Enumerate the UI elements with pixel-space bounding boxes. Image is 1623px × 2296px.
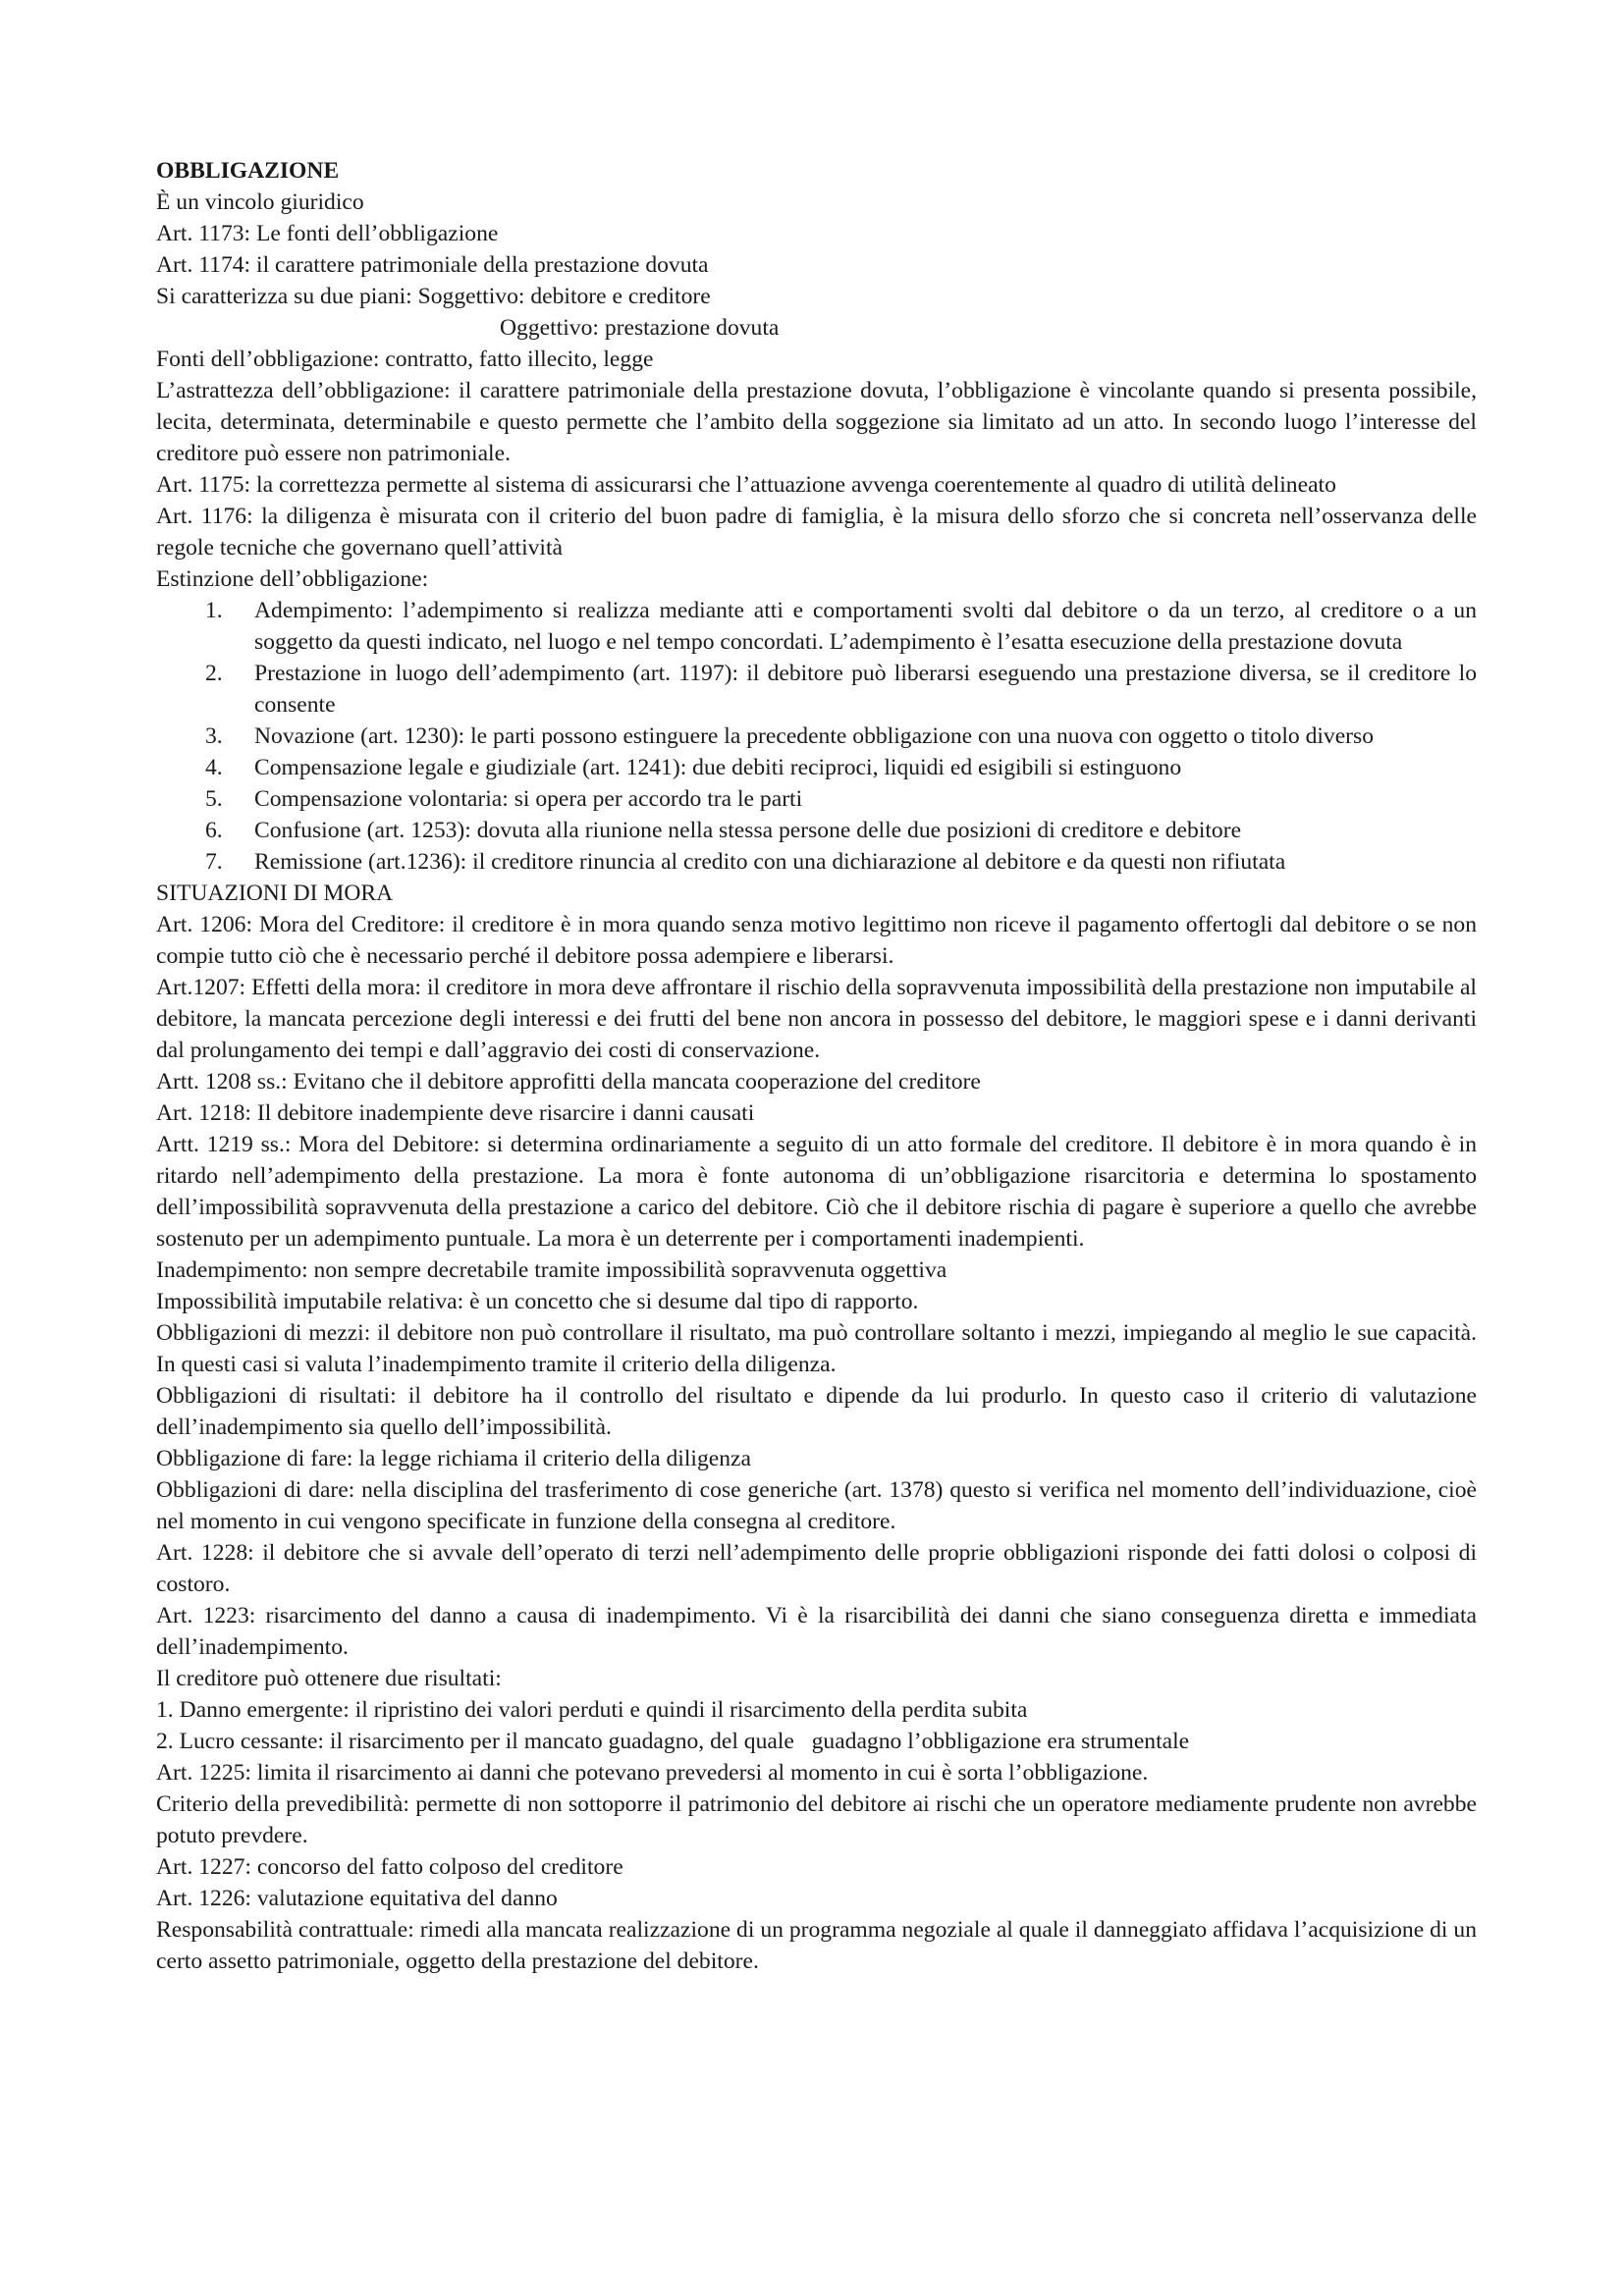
- paragraph: Art. 1227: concorso del fatto colposo del creditore: [156, 1854, 623, 1880]
- paragraph: Obbligazioni di mezzi: il debitore non può controllare il risultato, ma può controllare soltanto i mezzi, impiegando al meglio le sue capacità. In questi casi si valuta l’inadempimento tramite il criterio della diligenza.: [156, 1320, 1477, 1377]
- paragraph: Art. 1226: valutazione equitativa del danno: [156, 1886, 558, 1911]
- paragraph: 2. Lucro cessante: il risarcimento per il mancato guadagno, del quale guadagno l’obbligazione era strumentale: [156, 1729, 1190, 1754]
- paragraph: Inadempimento: non sempre decretabile tramite impossibilità sopravvenuta oggettiva: [156, 1257, 947, 1283]
- paragraph: Artt. 1208 ss.: Evitano che il debitore approfitti della mancata cooperazione del creditore: [156, 1069, 981, 1095]
- paragraph: Criterio della prevedibilità: permette di non sottoporre il patrimonio del debitore ai rischi che un operatore mediamente prudente non avrebbe potuto prevdere.: [156, 1791, 1477, 1848]
- list-item: [156, 846, 1477, 878]
- list-item: [156, 752, 1477, 783]
- list-text: Novazione (art. 1230): le parti possono estinguere la precedente obbligazione con una nuova con oggetto o titolo diverso: [254, 723, 1375, 749]
- list-item: [156, 815, 1477, 846]
- paragraph: Fonti dell’obbligazione: contratto, fatto illecito, legge: [156, 347, 654, 372]
- list-number: 4.: [205, 755, 223, 780]
- paragraph: Art. 1173: Le fonti dell’obbligazione: [156, 221, 499, 246]
- list-number: 3.: [205, 723, 223, 749]
- paragraph: Art. 1225: limita il risarcimento ai danni che potevano prevedersi al momento in cui è sorta l’obbligazione.: [156, 1760, 1149, 1786]
- list-item: [156, 721, 1477, 752]
- paragraph: Obbligazioni di dare: nella disciplina del trasferimento di cose generiche (art. 1378) questo si verifica nel momento dell’individuazione, cioè nel momento in cui vengono specificate in funzione della consegna al creditore.: [156, 1477, 1477, 1534]
- paragraph: Art. 1174: il carattere patrimoniale della prestazione dovuta: [156, 252, 709, 278]
- paragraph: Artt. 1219 ss.: Mora del Debitore: si determina ordinariamente a seguito di un atto formale del creditore. Il debitore è in mora quando è in ritardo nell’adempimento della prestazione. La mora è fonte autonoma di un’obbligazione risarcitoria e determina lo spostamento dell’impossibilità sopravvenuta della prestazione a carico del debitore. Ciò che il debitore rischia di pagare è superiore a quello che avrebbe sostenuto per un adempimento puntuale. La mora è un deterrente per i comportamenti inadempienti.: [156, 1132, 1477, 1252]
- paragraph: Art. 1228: il debitore che si avvale dell’operato di terzi nell’adempimento delle proprie obbligazioni risponde dei fatti dolosi o colposi di costoro.: [156, 1540, 1477, 1597]
- list-text: Adempimento: l’adempimento si realizza mediante atti e comportamenti svolti dal debitore o da un terzo, al creditore o a un soggetto da questi indicato, nel luogo e nel tempo concordati. L’adempimento è l’esatta esecuzione della prestazione dovuta: [254, 598, 1477, 655]
- list-item: [156, 783, 1477, 815]
- paragraph: Art. 1223: risarcimento del danno a causa di inadempimento. Vi è la risarcibilità dei danni che siano conseguenza diretta e immediata dell’inadempimento.: [156, 1603, 1477, 1660]
- list-text: Compensazione legale e giudiziale (art. 1241): due debiti reciproci, liquidi ed esigibili si estinguono: [254, 755, 1182, 780]
- list-text: Confusione (art. 1253): dovuta alla riunione nella stessa persone delle due posizioni di creditore e debitore: [254, 818, 1242, 843]
- document-title: OBBLIGAZIONE: [156, 158, 340, 184]
- list-number: 6.: [205, 818, 223, 843]
- list-number: 2.: [205, 661, 223, 686]
- list-item: [156, 658, 1477, 721]
- paragraph: Oggettivo: prestazione dovuta: [500, 315, 780, 341]
- paragraph: Responsabilità contrattuale: rimedi alla mancata realizzazione di un programma negoziale al quale il danneggiato affidava l’acquisizione di un certo assetto patrimoniale, oggetto della prestazione del debitore.: [156, 1917, 1477, 1974]
- paragraph: Estinzione dell’obbligazione:: [156, 566, 429, 592]
- document-page: [156, 155, 1477, 1977]
- paragraph: 1. Danno emergente: il ripristino dei valori perduti e quindi il risarcimento della perdita subita: [156, 1697, 1028, 1723]
- list-number: 5.: [205, 786, 223, 812]
- paragraph: Si caratterizza su due piani: Soggettivo: debitore e creditore: [156, 284, 711, 309]
- paragraph: Obbligazione di fare: la legge richiama il criterio della diligenza: [156, 1446, 751, 1471]
- section-heading: SITUAZIONI DI MORA: [156, 881, 394, 906]
- estinzione-list: [156, 595, 1477, 878]
- paragraph: È un vincolo giuridico: [156, 189, 364, 215]
- list-text: Remissione (art.1236): il creditore rinuncia al credito con una dichiarazione al debitore e da questi non rifiutata: [254, 849, 1286, 875]
- paragraph: Impossibilità imputabile relativa: è un concetto che si desume dal tipo di rapporto.: [156, 1289, 919, 1314]
- list-text: Prestazione in luogo dell’adempimento (art. 1197): il debitore può liberarsi eseguendo una prestazione diversa, se il creditore lo consente: [254, 661, 1477, 718]
- paragraph: Art. 1218: Il debitore inadempiente deve risarcire i danni causati: [156, 1100, 755, 1126]
- paragraph: Art. 1176: la diligenza è misurata con il criterio del buon padre di famiglia, è la misura dello sforzo che si concreta nell’osservanza delle regole tecniche che governano quell’attività: [156, 504, 1477, 561]
- list-item: [156, 595, 1477, 658]
- paragraph: Il creditore può ottenere due risultati:: [156, 1666, 502, 1691]
- paragraph: Art.1207: Effetti della mora: il creditore in mora deve affrontare il rischio della sopravvenuta impossibilità della prestazione non imputabile al debitore, la mancata percezione degli interessi e dei frutti del bene non ancora in possesso del debitore, le maggiori spese e i danni derivanti dal prolungamento dei tempi e dall’aggravio dei costi di conservazione.: [156, 975, 1477, 1063]
- paragraph: Art. 1175: la correttezza permette al sistema di assicurarsi che l’attuazione avvenga coerentemente al quadro di utilità delineato: [156, 472, 1336, 498]
- list-number: 1.: [205, 598, 223, 623]
- paragraph: Obbligazioni di risultati: il debitore ha il controllo del risultato e dipende da lui produrlo. In questo caso il criterio di valutazione dell’inadempimento sia quello dell’impossibilità.: [156, 1383, 1477, 1440]
- paragraph: L’astrattezza dell’obbligazione: il carattere patrimoniale della prestazione dovuta, l’obbligazione è vincolante quando si presenta possibile, lecita, determinata, determinabile e questo permette che l’ambito della soggezione sia limitato ad un atto. In secondo luogo l’interesse del creditore può essere non patrimoniale.: [156, 378, 1477, 466]
- list-text: Compensazione volontaria: si opera per accordo tra le parti: [254, 786, 803, 812]
- list-number: 7.: [205, 849, 223, 875]
- paragraph: Art. 1206: Mora del Creditore: il creditore è in mora quando senza motivo legittimo non riceve il pagamento offertogli dal debitore o se non compie tutto ciò che è necessario perché il debitore possa adempiere e liberarsi.: [156, 912, 1477, 969]
